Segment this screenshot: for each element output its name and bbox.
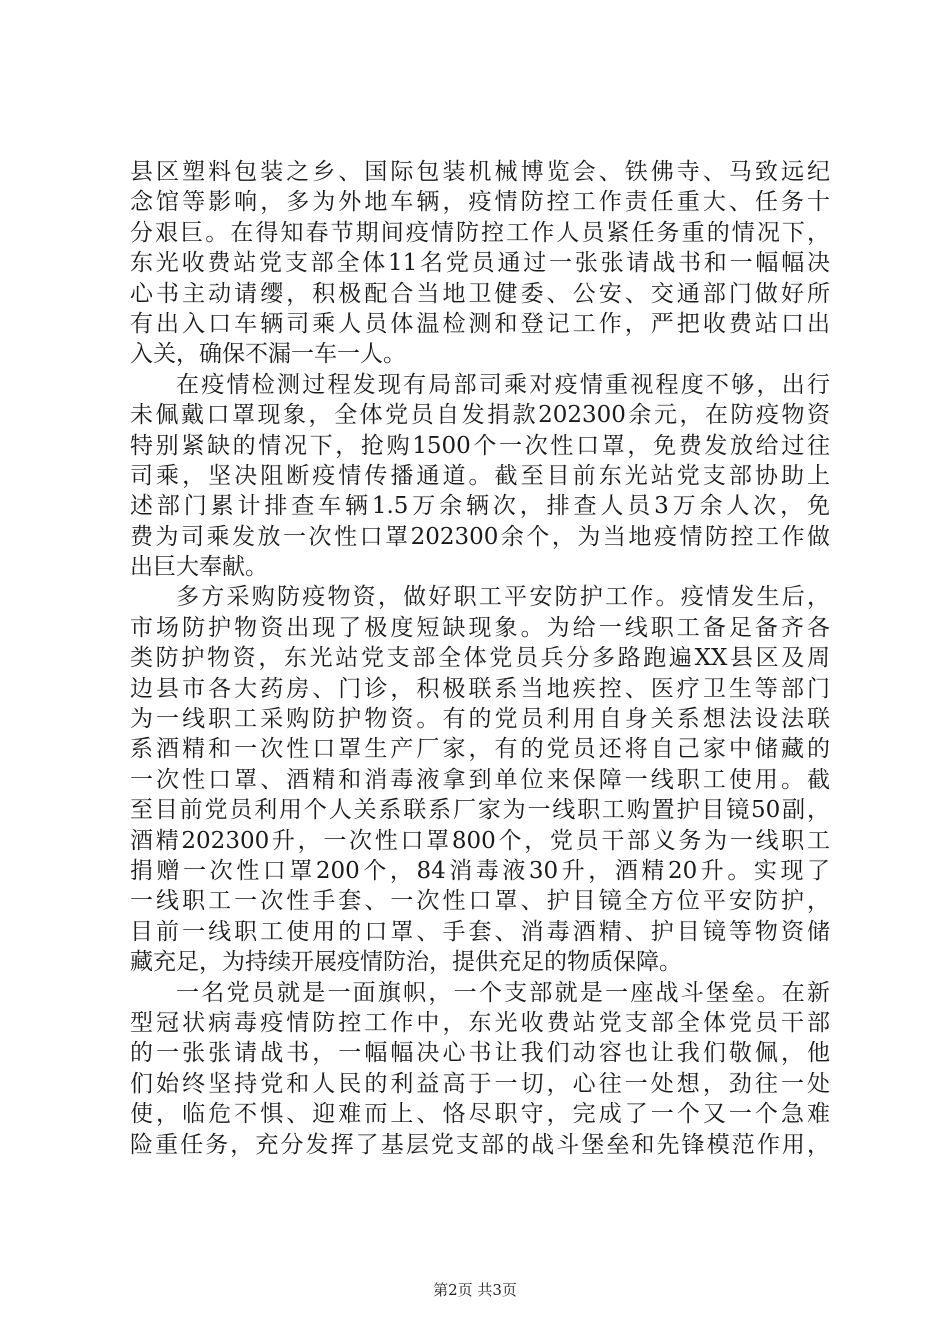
text-line: 出巨大奉献。	[130, 554, 268, 581]
text-line: 述部门累计排查车辆1.5万余辆次，排查人员3万余人次，免	[130, 493, 830, 520]
text-line: 念馆等影响，多为外地车辆，疫情防控工作责任重大、任务十	[130, 189, 830, 216]
text-line: 类防护物资，东光站党支部全体党员兵分多路跑遍XX县区及周	[130, 645, 830, 672]
text-line: 在疫情检测过程发现有局部司乘对疫情重视程度不够，出行	[176, 371, 830, 398]
body-text	[130, 157, 830, 1160]
text-line: 市场防护物资出现了极度短缺现象。为给一线职工备足备齐各	[130, 614, 830, 641]
text-line: 型冠状病毒疫情防控工作中，东光收费站党支部全体党员干部	[130, 1009, 830, 1036]
text-line: 们始终坚持党和人民的利益高于一切，心往一处想，劲往一处	[130, 1070, 830, 1097]
text-line: 的一张张请战书，一幅幅决心书让我们动容也让我们敬佩，他	[130, 1040, 830, 1067]
text-line: 捐赠一次性口罩200个，84消毒液30升，酒精20升。实现了	[130, 857, 830, 884]
text-line: 有出入口车辆司乘人员体温检测和登记工作，严把收费站口出	[130, 310, 830, 337]
text-line: 县区塑料包装之乡、国际包装机械博览会、铁佛寺、马致远纪	[130, 159, 830, 185]
text-line: 入关，确保不漏一车一人。	[130, 341, 406, 368]
text-line: 险重任务，充分发挥了基层党支部的战斗堡垒和先锋模范作用，	[130, 1131, 830, 1158]
text-line: 多方采购防疫物资，做好职工平安防护工作。疫情发生后，	[176, 584, 830, 611]
text-line: 特别紧缺的情况下，抢购1500个一次性口罩，免费发放给过往	[130, 432, 830, 459]
text-line: 费为司乘发放一次性口罩202300余个，为当地疫情防控工作做	[130, 523, 830, 550]
text-line: 系酒精和一次性口罩生产厂家，有的党员还将自己家中储藏的	[130, 736, 830, 763]
text-line: 为一线职工采购防护物资。有的党员利用自身关系想法设法联	[130, 706, 830, 733]
text-line: 东光收费站党支部全体11名党员通过一张张请战书和一幅幅决	[130, 250, 830, 277]
text-line: 司乘，坚决阻断疫情传播通道。截至目前东光站党支部协助上	[130, 462, 830, 489]
text-line: 一名党员就是一面旗帜，一个支部就是一座战斗堡垒。在新	[176, 979, 830, 1006]
text-line: 至目前党员利用个人关系联系厂家为一线职工购置护目镜50副，	[130, 797, 830, 824]
text-line: 酒精202300升，一次性口罩800个，党员干部义务为一线职工	[130, 827, 830, 854]
text-line: 边县市各大药房、门诊，积极联系当地疾控、医疗卫生等部门	[130, 675, 830, 702]
text-line: 分艰巨。在得知春节期间疫情防控工作人员紧任务重的情况下，	[130, 219, 830, 246]
text-line: 一线职工一次性手套、一次性口罩、护目镜全方位平安防护，	[130, 888, 830, 915]
page-footer: 第2页 共3页	[433, 1281, 517, 1299]
text-line: 使，临危不惧、迎难而上、恪尽职守，完成了一个又一个急难	[130, 1101, 830, 1128]
text-line: 一次性口罩、酒精和消毒液拿到单位来保障一线职工使用。截	[130, 766, 830, 793]
text-line: 未佩戴口罩现象，全体党员自发捐款202300余元，在防疫物资	[130, 402, 830, 429]
text-line: 藏充足，为持续开展疫情防治，提供充足的物质保障。	[130, 949, 682, 976]
text-line: 心书主动请缨，积极配合当地卫健委、公安、交通部门做好所	[130, 280, 830, 307]
text-line: 目前一线职工使用的口罩、手套、消毒酒精、护目镜等物资储	[130, 918, 830, 945]
